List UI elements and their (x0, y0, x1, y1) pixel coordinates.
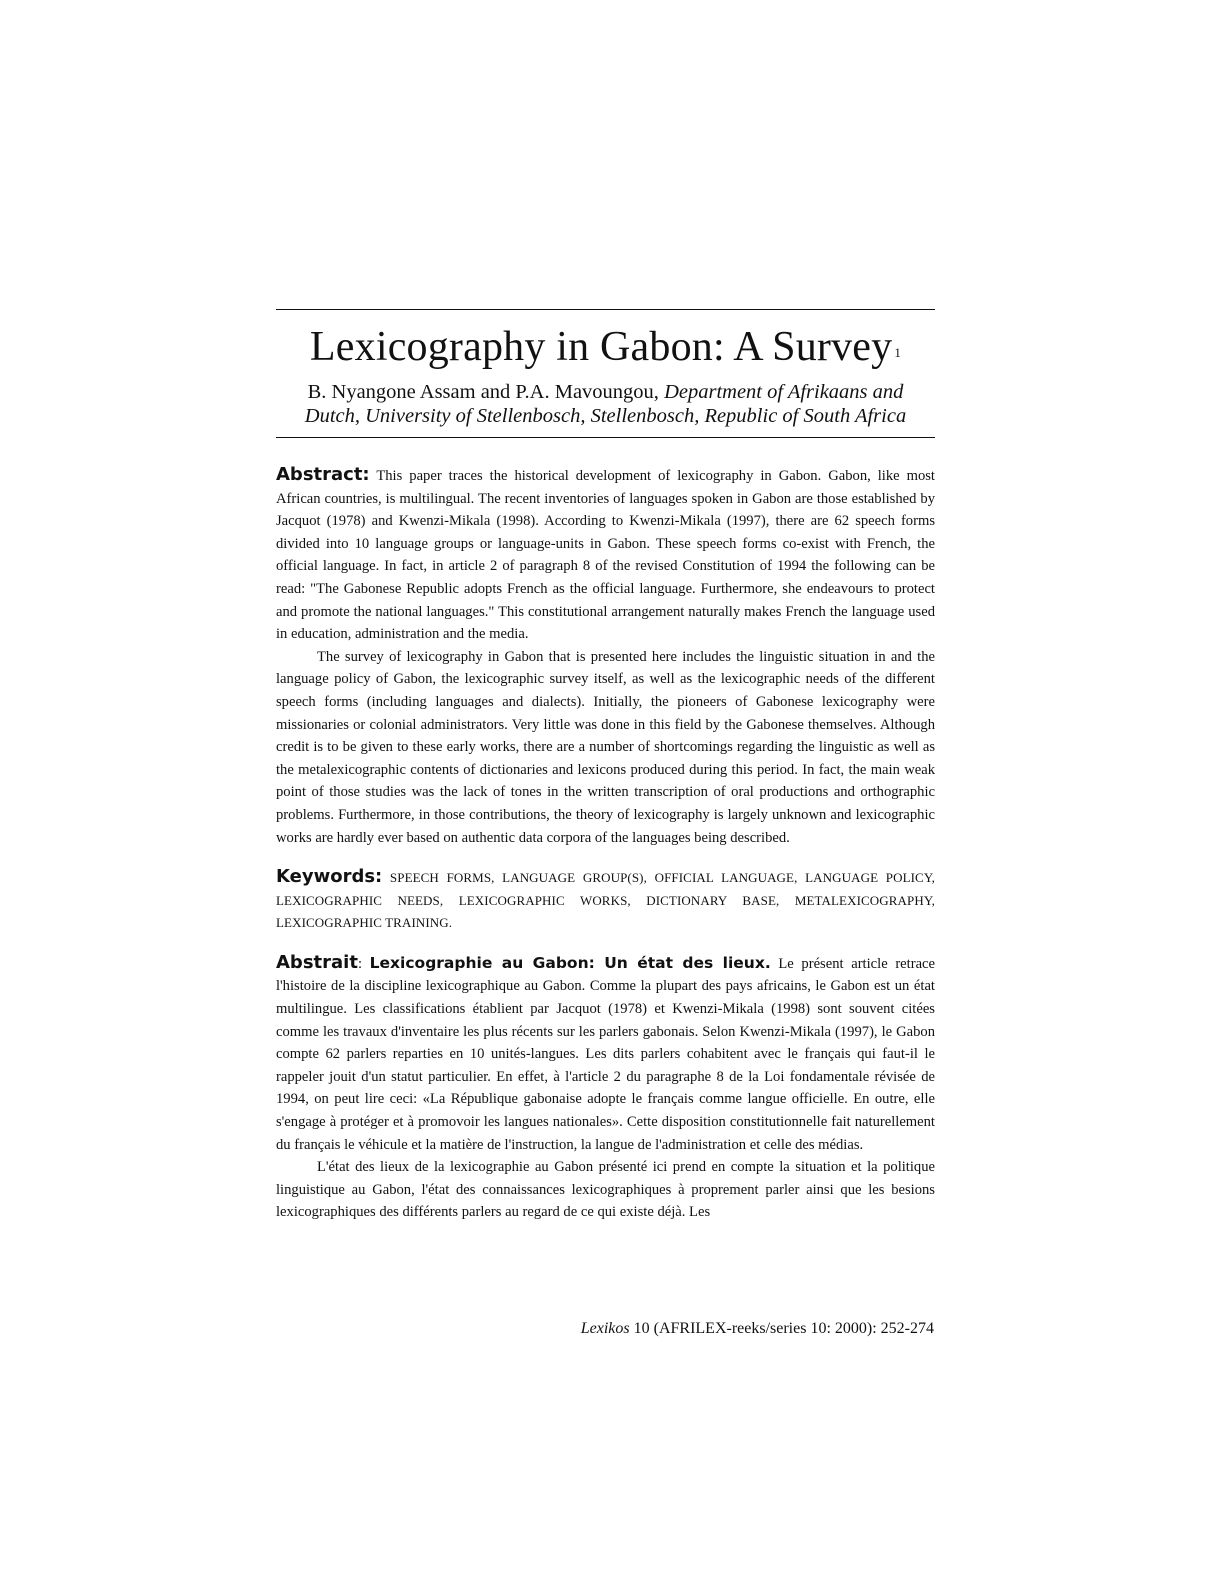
abstrait-subtitle: Lexicographie au Gabon: Un état des lieux. (369, 953, 771, 972)
affiliation-line2: Dutch, University of Stellenbosch, Stellenbosch, Republic of South Africa (304, 405, 907, 427)
bottom-rule (276, 437, 935, 438)
keywords-section (276, 866, 935, 935)
page-footer (581, 1319, 934, 1339)
footnote-mark: 1 (894, 345, 902, 360)
abstrait-heading: Abstrait (276, 951, 358, 973)
abstract-paragraph-1 (276, 464, 935, 646)
journal-citation: 10 (AFRILEX-reeks/series 10: 2000): 252-274 (629, 1320, 934, 1337)
title-block (276, 310, 935, 437)
abstract-heading: Abstract: (276, 464, 370, 485)
keywords-heading: Keywords: (276, 866, 383, 888)
journal-name: Lexikos (580, 1320, 630, 1337)
keywords-text: SPEECH FORMS, LANGUAGE GROUP(S), OFFICIAL LANGUAGE, LANGUAGE POLICY, LEXICOGRAPHIC NEEDS, LEXICOGRAPHIC WORKS, DICTIONARY BASE, METALEXICOGRAPHY, LEXICOGRAPHIC TRAINING. (276, 870, 935, 931)
abstract-paragraph-2: The survey of lexicography in Gabon that is presented here includes the linguistic situation in and the language policy of Gabon, the lexicographic survey itself, as well as the lexicographic needs of the different speech forms (including languages and dialects). Initially, the pioneers of Gabonese lexicography were missionaries or colonial administrators. Very little was done in this field by the Gabonese themselves. Although credit is to be given to these early works, there are a number of shortcomings regarding the linguistic as well as the metalexicographic contents of dictionaries and lexicons produced during this period. In fact, the main weak point of those studies was the lack of tones in the written transcription of oral productions and orthographic problems. Furthermore, in those contributions, the theory of lexicography is largely unknown and lexicographic works are hardly ever based on authentic data corpora of the languages being described. (276, 648, 935, 846)
affiliation-line1: Department of Afrikaans and (664, 381, 904, 403)
abstract-section (276, 464, 935, 849)
abstract-paragraph-1-text: This paper traces the historical development of lexicography in Gabon. Gabon, like most African countries, is multilingual. The recent inventories of languages spoken in Gabon are those established by Jacquot (1978) and Kwenzi-Mikala (1998). According to Kwenzi-Mikala (1997), there are 62 speech forms divided into 10 language groups or language-units in Gabon. These speech forms co-exist with French, the official language. In fact, in article 2 of paragraph 8 of the revised Constitution of 1994 the following can be read: "The Gabonese Republic adopts French as the official language. Furthermore, she endeavours to protect and promote the national languages." This constitutional arrangement naturally makes French the language used in education, administration and the media. (276, 468, 935, 643)
abstrait-paragraph-1-text: Le présent article retrace l'histoire de la discipline lexicographique au Gabon. Comme la plupart des pays africains, le Gabon est un état multilingue. Les classifications établient par Jacquot (1978) et Kwenzi-Mikala (1998) sont souvent citées comme les travaux d'inventaire les plus récents sur les parlers gabonais. Selon Kwenzi-Mikala (1997), le Gabon compte 62 parlers reparties en 10 unités-langues. Les dits parlers cohabitent avec le français qui faut-il le rappeler jouit d'un statut particulier. En effet, à l'article 2 du paragraphe 8 de la Loi fondamentale révisée de 1994, on peut lire ceci: «La République gabonaise adopte le français comme langue officielle. En outre, elle s'engage à protéger et à promovoir les langues nationales». Cette disposition constitutionnelle fait naturellement du français le véhicule et la matière de l'instruction, la langue de l'administration et celle des médias. (276, 955, 936, 1153)
paper-title-text: Lexicography in Gabon: A Survey (309, 324, 893, 370)
abstrait-paragraph-1 (276, 952, 935, 1156)
paper-title (276, 322, 935, 372)
abstrait-paragraph-2: L'état des lieux de la lexicographie au Gabon présenté ici prend en compte la situation et la politique linguistique au Gabon, l'état des connaissances lexicographiques à proprement parler ainsi que les besions lexicographiques des différents parlers au regard de ce qui existe déjà. Les (276, 1159, 935, 1221)
abstrait-colon: : (357, 955, 370, 972)
abstrait-section (276, 952, 935, 1224)
authors (276, 380, 935, 428)
author-names: B. Nyangone Assam and P.A. Mavoungou, (307, 381, 665, 403)
article (276, 309, 935, 1224)
